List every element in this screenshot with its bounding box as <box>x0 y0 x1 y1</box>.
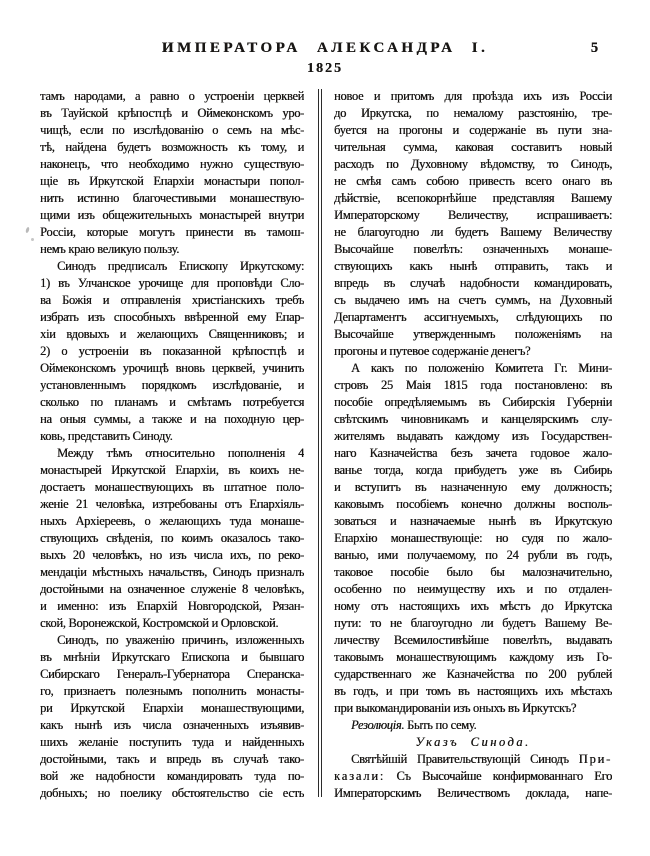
text-line: добныхъ; но поелику обстоятельство сіе есть <box>40 786 304 800</box>
text-line: щіе въ Иркутской Епархіи монастыри попол- <box>40 174 304 188</box>
text-line: ванью, ими получаемому, по 24 рубли въ годъ, <box>334 548 612 562</box>
text-line: Между тѣмъ относительно пополненія 4 <box>57 446 304 460</box>
text-line: ва Божія и отправленія христіанскихъ требъ <box>40 293 304 307</box>
text-line: Императорскому Величеству, испрашиваетъ: <box>334 208 612 222</box>
text-column-left <box>40 88 304 802</box>
text-line: 1) въ Улчанское урочище для проповѣди Сло- <box>40 276 304 290</box>
text-line: не смѣя самъ собою привесть всего онаго въ <box>334 174 612 188</box>
text-line: чищѣ, если по изслѣдованію о семъ на мѣс- <box>40 123 304 137</box>
text-segment: Быть по сему. <box>404 718 477 732</box>
text-segment: Съ Высочайше конфирмованнаго Его <box>385 769 612 783</box>
text-line: нить истинно благочестивыми монашествую- <box>40 191 304 205</box>
year-heading: 1825 <box>307 61 343 76</box>
text-line <box>334 734 612 751</box>
text-line: на оныя суммы, а также и на походную цер- <box>40 412 304 426</box>
text-line: Департаментъ ассигнуемыхъ, слѣдующихъ по <box>334 310 612 324</box>
text-line: каковымъ пособіемъ конечно должны восполь- <box>334 497 612 511</box>
text-line: Императорскимъ Величествомъ доклада, напе- <box>334 786 612 800</box>
text-line: впредь въ случаѣ надобности командировать, <box>334 276 612 290</box>
text-line: достойными на означенное служеніе 8 человѣкъ, <box>40 582 304 596</box>
text-line: сколько по планамъ и смѣтамъ потребуется <box>40 395 304 409</box>
text-line: Высочайше утвержденнымъ положеніямъ на <box>334 327 612 341</box>
scan-speck <box>25 227 30 234</box>
text-line: при выкомандированіи изъ оныхъ въ Иркутскъ? <box>334 701 577 715</box>
text-line: избрать изъ способныхъ ввѣренной ему Епар- <box>40 310 304 324</box>
text-line: достаетъ монашествующихъ въ штатное поло- <box>40 480 304 494</box>
text-line: Сибирскаго Генералъ-Губернатора Сперанска- <box>40 667 304 681</box>
text-line: мендаціи мѣстныхъ начальствъ, Синодъ призналъ <box>40 565 304 579</box>
text-line: монастырей Иркутской Епархіи, въ коихъ не- <box>40 463 304 477</box>
text-line: ской, Воронежской, Костромской и Орловской. <box>40 616 279 630</box>
text-line: новое и притомъ для проѣзда ихъ изъ Россіи <box>334 89 612 103</box>
scan-speck <box>31 238 34 241</box>
text-line: А какъ по положенію Комитета Гг. Мини- <box>351 361 612 375</box>
text-line: таковое пособіе было бы малозначительно, <box>334 565 612 579</box>
text-line: ному отъ настоящихъ ихъ мѣстъ до Иркутска <box>334 599 612 613</box>
text-line: расходъ по Духовному вѣдомству, то Синодъ, <box>334 157 612 171</box>
text-line: ныхъ Архіереевъ, о желающихъ туда монаше- <box>40 514 304 528</box>
text-line: ствующихъ свѣденія, по коимъ оказалось тако- <box>40 531 304 545</box>
text-line: сударственнаго же Казначейства по 200 рублей <box>334 667 612 681</box>
text-line: тѣ, найдена будетъ возможность къ тому, и <box>40 140 304 154</box>
text-line: Синодъ, по уваженію причинъ, изложенныхъ <box>57 633 304 647</box>
styled-text-segment: Резолюція. <box>351 718 405 732</box>
text-line: 2) о устроеніи въ показанной крѣпостцѣ и <box>40 344 304 358</box>
column-divider-rule <box>318 89 322 797</box>
text-line: стровъ 25 Маія 1815 года постановлено: въ <box>334 378 612 392</box>
text-line: личеству Всемилостивѣйше повелѣть, выдавать <box>334 633 612 647</box>
text-line: наго Казначейства безъ зачета годовое жало- <box>334 446 612 460</box>
text-line: Синодъ предписалъ Епископу Иркутскому: <box>57 259 304 273</box>
text-line: Оймеконскомъ урочищѣ вновь церквей, учинить <box>40 361 304 375</box>
text-line: тамъ народами, а равно о устроеніи церквей <box>40 89 304 103</box>
text-line <box>334 751 612 768</box>
text-line: и вступитъ въ назначенную ему должность; <box>334 480 612 494</box>
text-line: таковымъ монашествующимъ каждому изъ Го- <box>334 650 612 664</box>
styled-text-segment: Указъ Синода. <box>415 735 531 749</box>
text-line: женіе 21 человѣка, изтребованы отъ Епархіяль- <box>40 497 304 511</box>
text-line: и именно: изъ Епархій Новгородской, Рязан- <box>40 599 304 613</box>
text-line: какъ нынѣ изъ числа означенныхъ изъявив- <box>40 718 304 732</box>
text-line: жителямъ выдавать каждому изъ Государствен- <box>334 429 612 443</box>
text-line: до Иркутска, по немалому разстоянію, тре- <box>334 106 612 120</box>
text-line: дѣйствіе, всепокорнѣйше представляя Вашему <box>334 191 612 205</box>
text-line: буется на прогоны и содержаніе въ пути зна- <box>334 123 612 137</box>
text-line: хіи вдовыхъ и желающихъ Священниковъ; и <box>40 327 304 341</box>
text-line <box>334 768 612 785</box>
text-line: Епархію монашествующіе: но судя по жало- <box>334 531 612 545</box>
text-line: шихъ желаніе поступить туда и найденныхъ <box>40 735 304 749</box>
text-line: въ Тауйской крѣпостцѣ и Оймеконскомъ уро- <box>40 106 304 120</box>
text-line: установленнымъ порядкомъ изслѣдованіе, и <box>40 378 304 392</box>
text-line: ковь, представить Синоду. <box>40 429 173 443</box>
text-line: Высочайше повелѣть: означенныхъ монаше- <box>334 242 612 256</box>
page-number: 5 <box>590 40 598 56</box>
text-line: наконецъ, что необходимо нужно существую- <box>40 157 304 171</box>
text-line: пособіе опредѣляемымъ въ Сибирскія Губерніи <box>334 395 612 409</box>
text-line: пути: то не благоугодно ли будетъ Вашему Ве- <box>334 616 612 630</box>
styled-text-segment: казали: <box>334 769 386 783</box>
text-line: вой же надобности командировать туда по- <box>40 769 304 783</box>
text-segment: Святѣйшій Правительствующій Синодъ <box>351 752 579 766</box>
text-line: прогоны и путевое содержаніе денегъ? <box>334 344 531 358</box>
text-line: не благоугодно ли будетъ Вашему Величеству <box>334 225 612 239</box>
text-line: съ выдачею имъ на счетъ суммъ, на Духовный <box>334 293 612 307</box>
text-body <box>40 88 612 802</box>
text-line: достойными, такъ и впредь въ случаѣ тако- <box>40 752 304 766</box>
text-line: особенно по неимуществу ихъ и по отдален- <box>334 582 612 596</box>
text-line: ствующихъ какъ нынѣ отправить, такъ и <box>334 259 612 273</box>
text-line: въ мнѣніи Иркутскаго Епископа и бывшаго <box>40 650 304 664</box>
text-line: немъ краю великую пользу. <box>40 242 179 256</box>
text-line: щими изъ общежительныхъ монастырей внутри <box>40 208 304 222</box>
styled-text-segment: При- <box>578 752 612 766</box>
text-line: чительная сумма, каковая составитъ новый <box>334 140 612 154</box>
text-line: въ годъ, и при томъ въ настоящихъ ихъ мѣстахъ <box>334 684 612 698</box>
text-line: Россіи, которые могутъ принести въ тамош- <box>40 225 304 239</box>
text-line: выхъ 20 человѣкъ, но изъ числа ихъ, по реко- <box>40 548 304 562</box>
text-line: свѣтскимъ чиновникамъ и канцелярскимъ слу- <box>334 412 612 426</box>
running-head-title: ИМПЕРАТОРА АЛЕКСАНДРА I. <box>161 40 489 56</box>
text-column-right <box>334 88 612 802</box>
text-line: ванье тогда, когда прибудетъ уже въ Сибирь <box>334 463 612 477</box>
text-line: го, признаетъ полезнымъ пополнить монасты- <box>40 684 304 698</box>
text-line <box>334 717 612 734</box>
text-line: зоваться и назначаемые нынѣ въ Иркутскую <box>334 514 612 528</box>
text-line: ри Иркутской Епархіи монашествующими, <box>40 701 304 715</box>
